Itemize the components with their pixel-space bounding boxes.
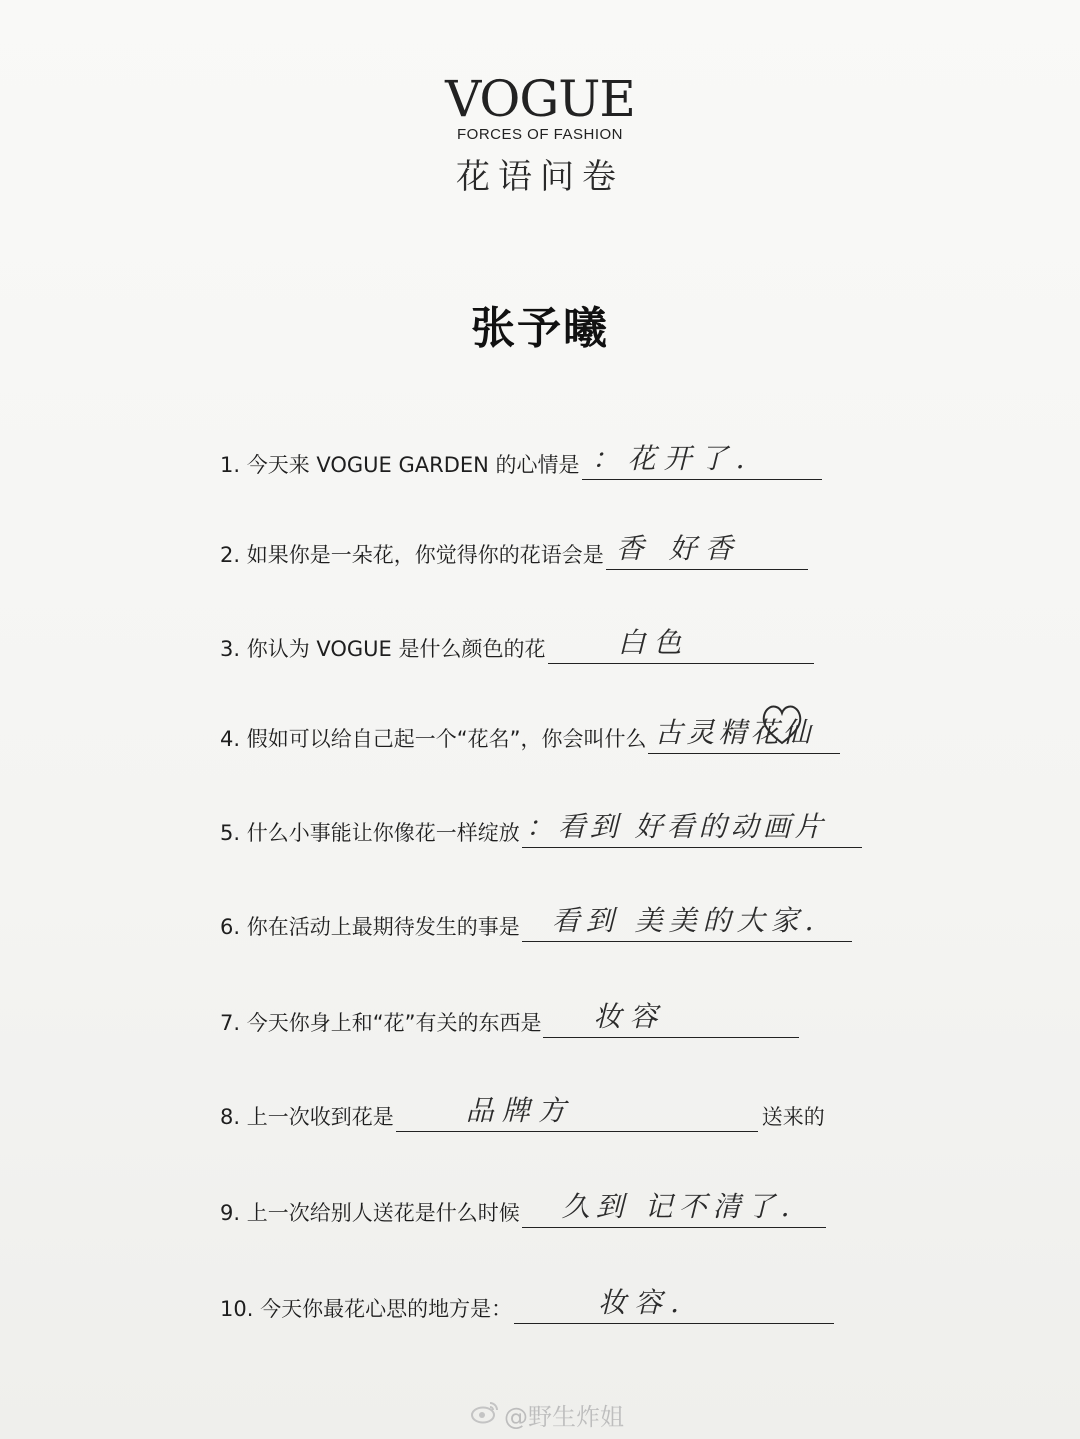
handwritten-answer: 古灵精花仙 xyxy=(654,716,815,749)
header xyxy=(0,70,1080,198)
handwritten-answer: 白色 xyxy=(617,626,690,659)
question-row xyxy=(220,440,822,480)
question-row xyxy=(220,902,852,942)
answer-line xyxy=(396,1095,758,1132)
question-row xyxy=(220,1092,825,1132)
question-row xyxy=(220,1284,834,1324)
answer-line xyxy=(522,1191,826,1228)
answer-line xyxy=(582,443,822,480)
question-text: 5. 什么小事能让你像花一样绽放 xyxy=(220,821,520,845)
handwritten-answer: 久到 记不清了. xyxy=(561,1190,796,1223)
answer-line xyxy=(548,627,814,664)
answer-line xyxy=(606,533,808,570)
respondent-name: 张予曦 xyxy=(471,303,609,354)
question-suffix: 送来的 xyxy=(761,1105,825,1129)
answer-line xyxy=(648,717,840,754)
question-row xyxy=(220,1188,826,1228)
vogue-logo: VOGUE xyxy=(445,70,635,128)
watermark xyxy=(470,1397,624,1432)
question-text: 10. 今天你最花心思的地方是： xyxy=(220,1297,513,1321)
question-row xyxy=(220,998,799,1038)
question-text: 6. 你在活动上最期待发生的事是 xyxy=(220,915,520,939)
question-text: 1. 今天来 VOGUE GARDEN 的心情是 xyxy=(220,453,580,477)
question-text: 7. 今天你身上和“花”有关的东西是 xyxy=(220,1011,542,1035)
question-text: 2. 如果你是一朵花，你觉得你的花语会是 xyxy=(220,543,604,567)
question-text: 3. 你认为 VOGUE 是什么颜色的花 xyxy=(220,637,546,661)
answer-line xyxy=(522,905,852,942)
handwritten-answer: 妆容 xyxy=(593,1000,666,1033)
weibo-icon xyxy=(470,1400,500,1430)
question-row xyxy=(220,808,862,848)
answer-line xyxy=(522,811,862,848)
tagline: FORCES OF FASHION xyxy=(456,126,623,143)
question-row xyxy=(220,624,814,664)
question-text: 9. 上一次给别人送花是什么时候 xyxy=(220,1201,520,1225)
question-row xyxy=(220,530,808,570)
watermark-text: @野生炸姐 xyxy=(504,1403,624,1431)
survey-title: 花语问卷 xyxy=(456,157,624,197)
handwritten-answer: 看到 美美的大家. xyxy=(551,904,820,937)
handwritten-answer: 妆容. xyxy=(598,1286,687,1319)
handwritten-answer: ：看到 好看的动画片 xyxy=(525,810,827,843)
handwritten-answer: 香 好香 xyxy=(615,532,741,565)
question-row xyxy=(220,714,840,754)
question-text: 8. 上一次收到花是 xyxy=(220,1105,394,1129)
answer-line xyxy=(514,1287,834,1324)
answer-line xyxy=(543,1001,799,1038)
handwritten-answer: 品牌方 xyxy=(465,1094,574,1127)
question-text: 4. 假如可以给自己起一个“花名”，你会叫什么 xyxy=(220,727,647,751)
handwritten-answer: ：花开了. xyxy=(591,442,753,475)
